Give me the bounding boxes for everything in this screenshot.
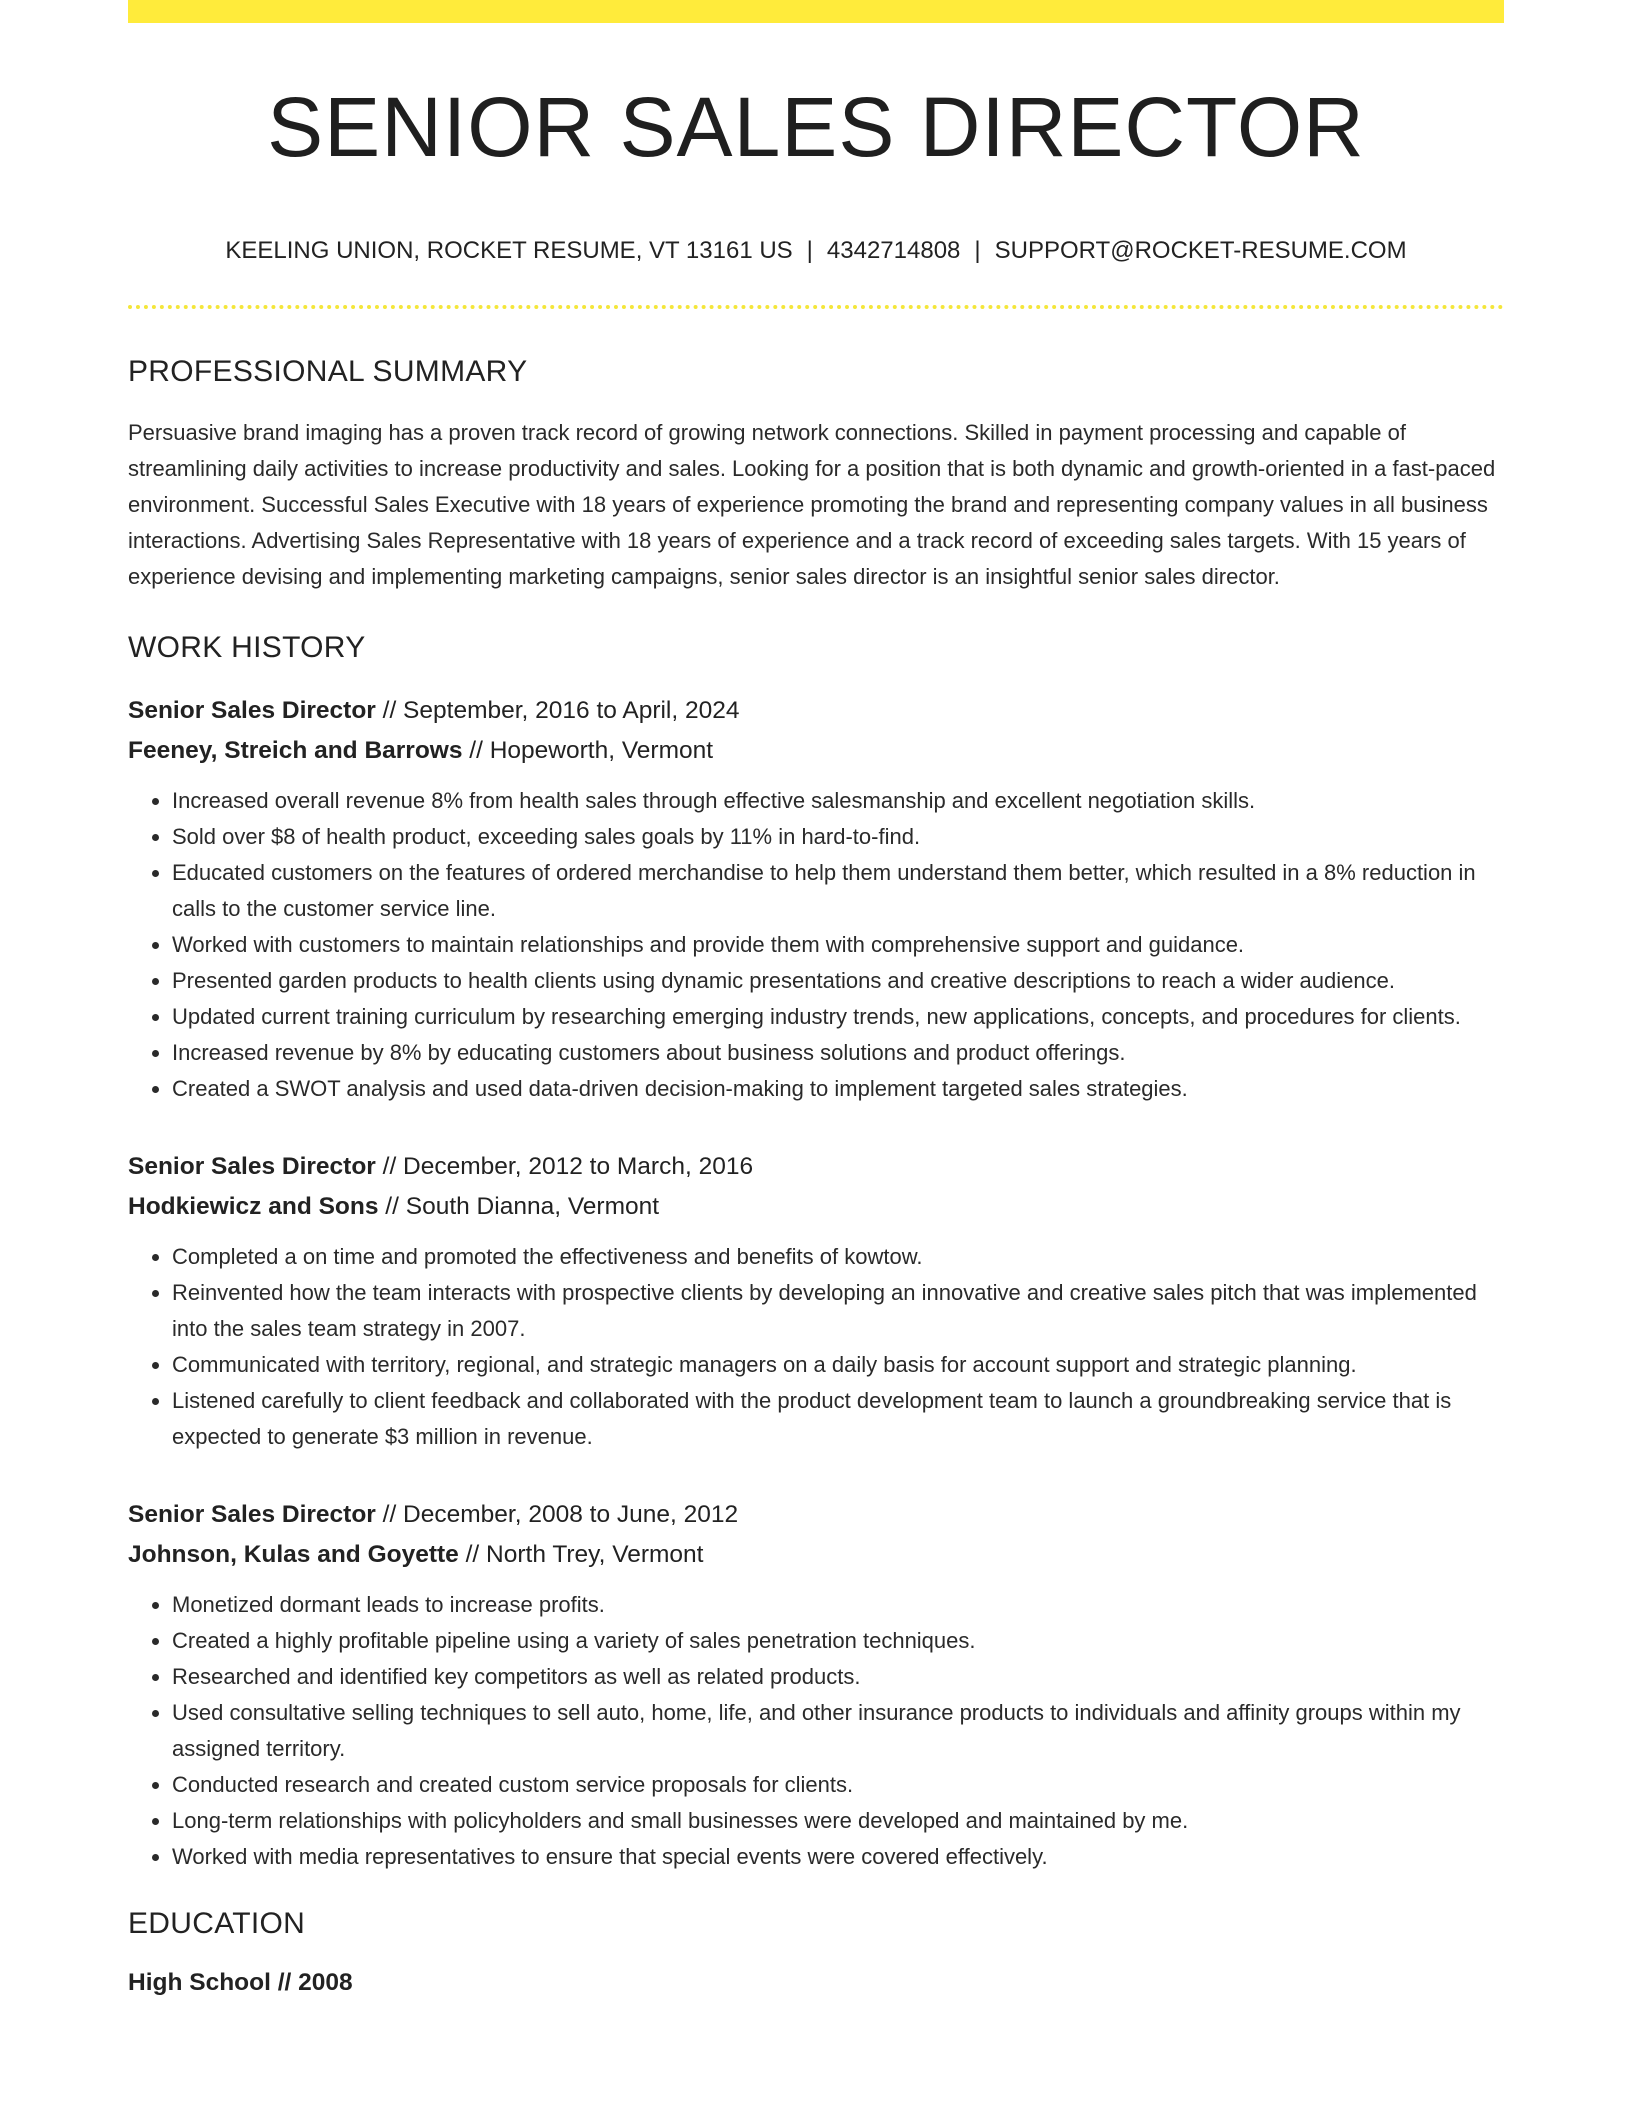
job-bullet: • Updated current training curriculum by researching emerging industry trends, new applications, concepts, and procedures for clients. — [172, 999, 1504, 1035]
job-bullet: • Increased overall revenue 8% from health sales through effective salesmanship and excellent negotiation skills. — [172, 783, 1504, 819]
education-entry — [128, 1963, 1504, 2003]
resume-page — [128, 0, 1504, 2003]
job-bullets — [128, 1239, 1504, 1455]
summary-text: Persuasive brand imaging has a proven track record of growing network connections. Skilled in payment processing and capable of streamlining daily activities to increase productivity and sales. Looking for a position that is both dynamic and growth-oriented in a fast-paced environment. Successful Sales Executive with 18 years of experience promoting the brand and representing company values in all business interactions. Advertising Sales Representative with 18 years of experience and a track record of exceeding sales targets. With 15 years of experience devising and implementing marketing campaigns, senior sales director is an insightful senior sales director. — [128, 420, 1496, 589]
job-bullet: • Created a SWOT analysis and used data-driven decision-making to implement targeted sales strategies. — [172, 1071, 1504, 1107]
job-role: Senior Sales Director — [128, 1153, 376, 1180]
job-bullet: • Reinvented how the team interacts with prospective clients by developing an innovative and creative sales pitch that was implemented into the sales team strategy in 2007. — [172, 1275, 1504, 1347]
contact-separator: | — [974, 237, 981, 264]
job-dates: // December, 2012 to March, 2016 — [375, 1153, 754, 1180]
contact-email[interactable]: SUPPORT@ROCKET-RESUME.COM — [994, 237, 1407, 264]
contact-address: KEELING UNION, ROCKET RESUME, VT 13161 US — [225, 237, 793, 264]
section-title-work: WORK HISTORY — [128, 631, 366, 664]
job-bullet: • Sold over $8 of health product, exceeding sales goals by 11% in hard-to-find. — [172, 819, 1504, 855]
job-entry — [128, 691, 1504, 1107]
contact-phone[interactable]: 4342714808 — [826, 237, 961, 264]
resume-name: SENIOR SALES DIRECTOR — [267, 80, 1365, 174]
job-bullet: • Educated customers on the features of ordered merchandise to help them understand them better, which resulted in a 8% reduction in calls to the customer service line. — [172, 855, 1504, 927]
job-company-line — [128, 1187, 1504, 1227]
job-title-line — [128, 691, 1504, 731]
job-bullet: • Used consultative selling techniques to sell auto, home, life, and other insurance products to individuals and affinity groups within my assigned territory. — [172, 1695, 1504, 1767]
section-title-summary: PROFESSIONAL SUMMARY — [128, 355, 528, 388]
job-title-line — [128, 1147, 1504, 1187]
job-title-line — [128, 1495, 1504, 1535]
job-bullet: • Conducted research and created custom service proposals for clients. — [172, 1767, 1504, 1803]
job-location: // Hopeworth, Vermont — [462, 737, 714, 764]
job-bullets — [128, 1587, 1504, 1875]
job-company-line — [128, 731, 1504, 771]
job-bullet: • Long-term relationships with policyholders and small businesses were developed and maintained by me. — [172, 1803, 1504, 1839]
job-company: Feeney, Streich and Barrows — [128, 737, 463, 764]
job-bullet: • Increased revenue by 8% by educating customers about business solutions and product offerings. — [172, 1035, 1504, 1071]
job-entry — [128, 1147, 1504, 1455]
job-bullet: • Presented garden products to health clients using dynamic presentations and creative descriptions to reach a wider audience. — [172, 963, 1504, 999]
job-location: // North Trey, Vermont — [458, 1541, 704, 1568]
job-company-line — [128, 1535, 1504, 1575]
job-company: Hodkiewicz and Sons — [128, 1193, 379, 1220]
job-role: Senior Sales Director — [128, 697, 376, 724]
job-dates: // September, 2016 to April, 2024 — [375, 697, 740, 724]
job-bullet: • Listened carefully to client feedback and collaborated with the product development team to launch a groundbreaking service that is expected to generate $3 million in revenue. — [172, 1383, 1504, 1455]
job-company: Johnson, Kulas and Goyette — [128, 1541, 459, 1568]
job-role: Senior Sales Director — [128, 1501, 376, 1528]
job-bullet: • Worked with media representatives to ensure that special events were covered effectively. — [172, 1839, 1504, 1875]
job-entry — [128, 1495, 1504, 1875]
job-bullet: • Monetized dormant leads to increase profits. — [172, 1587, 1504, 1623]
section-title-education: EDUCATION — [128, 1907, 306, 1940]
job-bullet: • Created a highly profitable pipeline using a variety of sales penetration techniques. — [172, 1623, 1504, 1659]
contact-separator: | — [806, 237, 813, 264]
job-bullet: • Researched and identified key competitors as well as related products. — [172, 1659, 1504, 1695]
contact-line — [128, 239, 1504, 263]
work-history-list — [128, 691, 1504, 1875]
education-line: High School // 2008 — [128, 1969, 353, 1996]
dotted-divider — [128, 305, 1504, 309]
job-dates: // December, 2008 to June, 2012 — [375, 1501, 739, 1528]
job-bullet: • Communicated with territory, regional, and strategic managers on a daily basis for account support and strategic planning. — [172, 1347, 1504, 1383]
job-bullet: • Completed a on time and promoted the effectiveness and benefits of kowtow. — [172, 1239, 1504, 1275]
job-bullets — [128, 783, 1504, 1107]
accent-bar — [128, 0, 1504, 23]
job-bullet: • Worked with customers to maintain relationships and provide them with comprehensive support and guidance. — [172, 927, 1504, 963]
job-location: // South Dianna, Vermont — [378, 1193, 660, 1220]
